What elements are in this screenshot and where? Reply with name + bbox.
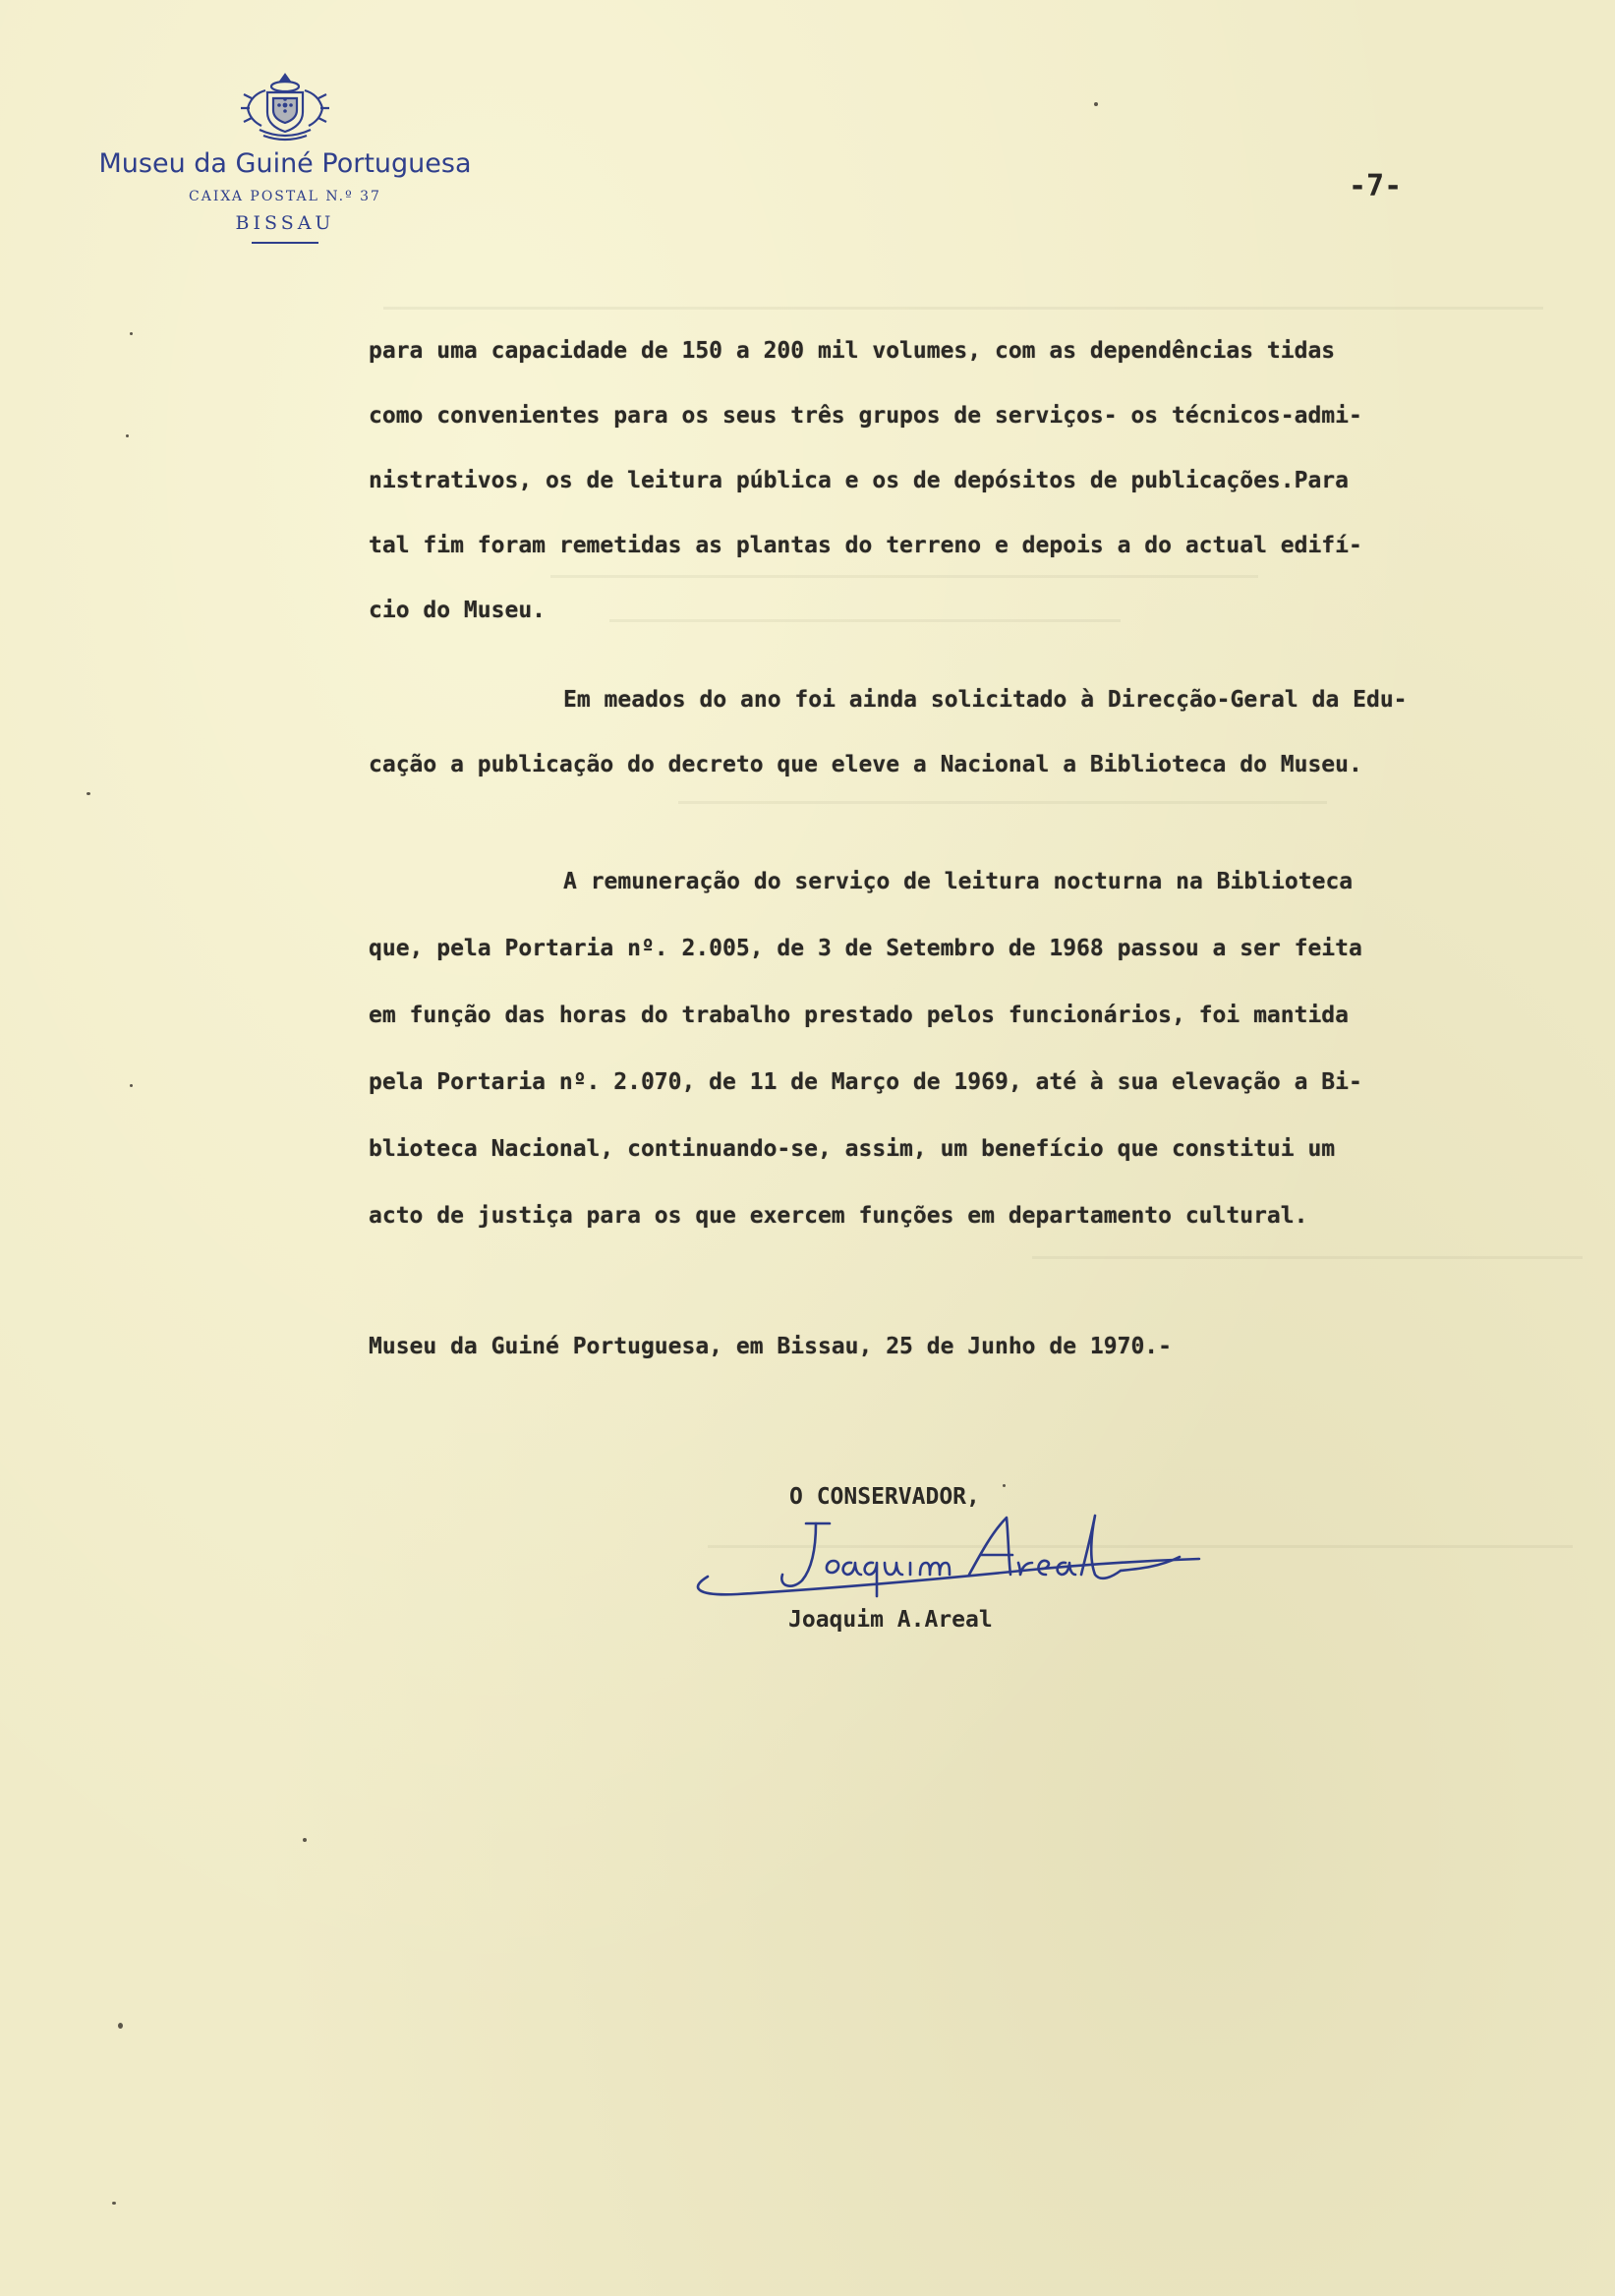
bleed-through-line bbox=[609, 619, 1121, 622]
text-line: tal fim foram remetidas as plantas do terreno e depois a do actual edifí- bbox=[369, 533, 1362, 558]
speck bbox=[118, 2023, 123, 2029]
speck bbox=[1003, 1484, 1006, 1487]
divider bbox=[252, 242, 318, 244]
coat-of-arms-icon bbox=[238, 69, 332, 144]
text-line: que, pela Portaria nº. 2.005, de 3 de Setembro de 1968 passou a ser feita bbox=[369, 936, 1362, 961]
page-number: -7- bbox=[1349, 169, 1403, 203]
text-line: como convenientes para os seus três grupos de serviços- os técnicos-admi- bbox=[369, 403, 1362, 429]
handwritten-signature bbox=[668, 1504, 1219, 1612]
text-line: acto de justiça para os que exercem funções em departamento cultural. bbox=[369, 1203, 1308, 1229]
signatory-title: O CONSERVADOR, bbox=[789, 1484, 980, 1510]
text-line: blioteca Nacional, continuando-se, assim, um benefício que constitui um bbox=[369, 1136, 1336, 1162]
text-line: nistrativos, os de leitura pública e os de depósitos de publicações.Para bbox=[369, 468, 1349, 493]
city-name: BISSAU bbox=[235, 212, 335, 234]
speck bbox=[1094, 102, 1098, 106]
text-line: cio do Museu. bbox=[369, 598, 547, 623]
speck bbox=[112, 2202, 116, 2205]
postal-box: CAIXA POSTAL N.º 37 bbox=[189, 189, 381, 204]
letterhead bbox=[79, 69, 491, 244]
closing-line: Museu da Guiné Portuguesa, em Bissau, 25 de Junho de 1970.- bbox=[369, 1334, 1172, 1359]
text-line: Em meados do ano foi ainda solicitado à Direcção-Geral da Edu- bbox=[563, 687, 1408, 713]
speck bbox=[130, 332, 133, 335]
bleed-through-line bbox=[678, 801, 1327, 804]
bleed-through-line bbox=[1032, 1256, 1583, 1259]
text-line: A remuneração do serviço de leitura nocturna na Biblioteca bbox=[563, 869, 1354, 894]
museum-name: Museu da Guiné Portuguesa bbox=[98, 148, 472, 179]
text-line: em função das horas do trabalho prestado pelos funcionários, foi mantida bbox=[369, 1003, 1349, 1028]
text-line: para uma capacidade de 150 a 200 mil volumes, com as dependências tidas bbox=[369, 338, 1336, 364]
text-line: pela Portaria nº. 2.070, de 11 de Março de 1969, até à sua elevação a Bi- bbox=[369, 1069, 1362, 1095]
speck bbox=[87, 792, 90, 795]
speck bbox=[130, 1084, 133, 1087]
bleed-through-line bbox=[383, 307, 1543, 310]
speck bbox=[126, 434, 129, 437]
signature-block bbox=[668, 1474, 1219, 1661]
text-line: cação a publicação do decreto que eleve a Nacional a Biblioteca do Museu. bbox=[369, 752, 1362, 777]
signatory-name: Joaquim A.Areal bbox=[788, 1607, 993, 1633]
speck bbox=[303, 1838, 307, 1842]
bleed-through-line bbox=[550, 575, 1258, 578]
